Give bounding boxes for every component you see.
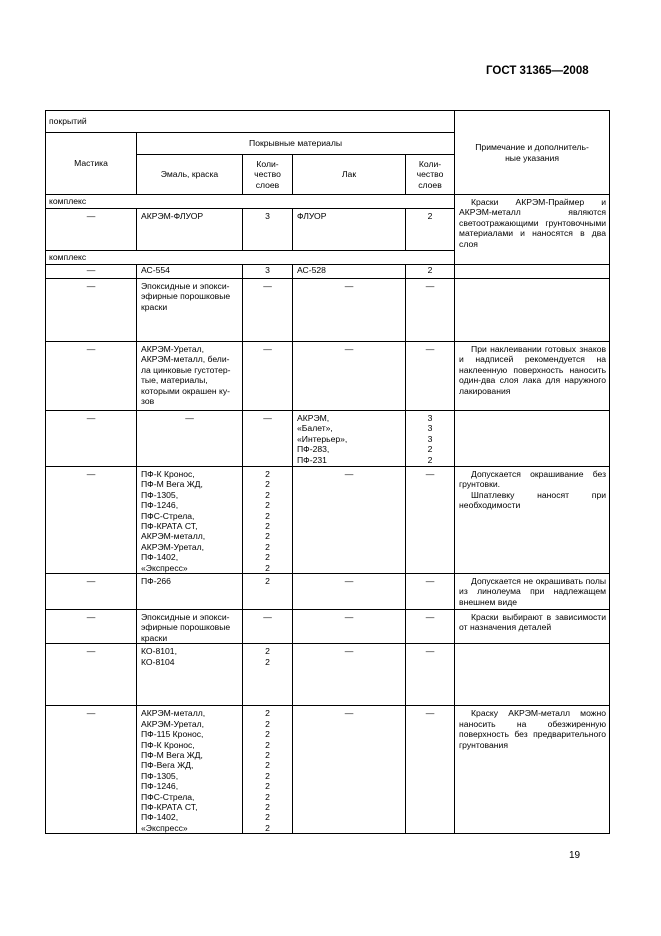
- cell-line: 3: [427, 413, 433, 423]
- cell-line: 2: [265, 562, 270, 573]
- enamel-layers-cell: [243, 644, 293, 706]
- cell-line: АКРЭМ-Уретал,: [141, 541, 205, 552]
- cell-line: 2: [265, 760, 270, 771]
- note-cell: [455, 411, 610, 467]
- cell-line: АКРЭМ-металл,: [141, 531, 206, 542]
- table-row: [46, 706, 610, 834]
- cell-line: КО-8104: [141, 656, 175, 667]
- header-enamel: Эмаль, краска: [137, 155, 243, 195]
- cell-line: «Экспресс»: [141, 822, 188, 833]
- mastic-cell: —: [46, 411, 137, 467]
- varnish-cell: —: [293, 644, 406, 706]
- note-cell: [455, 251, 610, 265]
- enamel-cell: [137, 706, 243, 834]
- cell-line: АКРЭМ-металл,: [141, 708, 206, 719]
- cell-line: 2: [265, 656, 270, 667]
- varnish-cell: ФЛУОР: [293, 209, 406, 251]
- cell-line: 2: [265, 521, 270, 532]
- cell-line: ПФ-М Вега ЖД,: [141, 479, 203, 490]
- enamel-layers-cell: 2: [243, 574, 293, 610]
- header-varnish-layers: Коли- чество слоев: [406, 155, 455, 195]
- cell-line: ла цинковые густотер-: [141, 364, 231, 375]
- cell-line: «Интерьер»,: [297, 433, 348, 444]
- varnish-cell: —: [293, 342, 406, 411]
- section-label: комплекс: [46, 251, 455, 265]
- table-row: [46, 610, 610, 644]
- cell-line: 3: [427, 433, 433, 444]
- cell-line: 2: [265, 479, 270, 490]
- section-label: комплекс: [46, 195, 455, 209]
- cell-line: 2: [265, 718, 270, 729]
- cell-line: тые, материалы,: [141, 375, 208, 386]
- enamel-layers-cell: —: [243, 610, 293, 644]
- enamel-cell: ПФ-266: [137, 574, 243, 610]
- cell-line: АКРЭМ-Уретал,: [141, 344, 205, 354]
- table-row: [46, 279, 610, 342]
- table-row: [46, 467, 610, 574]
- enamel-layers-cell: [243, 467, 293, 574]
- cell-line: ПФ-1246,: [141, 781, 179, 792]
- note-cell: [455, 279, 610, 342]
- cell-line: зов: [141, 396, 155, 407]
- enamel-layers-cell: —: [243, 279, 293, 342]
- cell-line: 2: [265, 646, 270, 657]
- cell-line: 2: [265, 489, 270, 500]
- cell-line: которыми окрашен ку-: [141, 385, 231, 396]
- cell-line: ПФ-1305,: [141, 489, 179, 500]
- cell-line: 2: [265, 729, 270, 740]
- cell-line: Эпоксидные и эпокси-: [141, 612, 230, 623]
- note-cell: [455, 265, 610, 279]
- cell-line: ПФ-1402,: [141, 812, 179, 823]
- header-coatings: покрытий: [46, 111, 455, 133]
- cell-line: ПФ-1246,: [141, 500, 179, 511]
- cell-line: ПФ-231: [297, 454, 327, 465]
- cell-line: 2: [265, 812, 270, 823]
- enamel-cell: АС-554: [137, 265, 243, 279]
- note-cell: Краски АКРЭМ-Праймер и АКРЭМ-металл являются светоотражающими грунтовочными материалами и наносятся в два слоя: [455, 195, 610, 251]
- header-mastic: Мастика: [46, 133, 137, 195]
- varnish-cell: —: [293, 706, 406, 834]
- cell-line: АКРЭМ-металл, бели-: [141, 354, 230, 365]
- cell-line: «Экспресс»: [141, 562, 188, 573]
- enamel-cell: [137, 610, 243, 644]
- varnish-layers-cell: —: [406, 467, 455, 574]
- mastic-cell: —: [46, 265, 137, 279]
- cell-line: Эпоксидные и эпокси-: [141, 281, 230, 291]
- note-cell: [455, 467, 610, 574]
- mastic-cell: —: [46, 279, 137, 342]
- cell-line: краски: [141, 301, 168, 312]
- enamel-cell: [137, 644, 243, 706]
- note-paragraph: Шпатлевку наносят при необходимости: [459, 489, 607, 511]
- header-coating-materials: Покрывные материалы: [137, 133, 455, 155]
- varnish-layers-cell: —: [406, 342, 455, 411]
- cell-line: 2: [265, 500, 270, 511]
- header-notes: Примечание и дополнитель- ные указания: [455, 111, 610, 195]
- cell-line: 2: [265, 739, 270, 750]
- mastic-cell: —: [46, 706, 137, 834]
- cell-line: 2: [265, 822, 270, 833]
- mastic-cell: —: [46, 209, 137, 251]
- varnish-layers-cell: [406, 411, 455, 467]
- cell-line: 2: [265, 749, 270, 760]
- varnish-cell: —: [293, 467, 406, 574]
- varnish-layers-cell: 2: [406, 209, 455, 251]
- cell-line: ПФ-115 Кронос,: [141, 729, 204, 740]
- note-paragraph: Допускается окрашивание без грунтовки.: [459, 469, 607, 490]
- header-varnish: Лак: [293, 155, 406, 195]
- varnish-cell: [293, 411, 406, 467]
- cell-line: АКРЭМ,: [297, 413, 330, 423]
- cell-line: 2: [427, 444, 433, 455]
- enamel-layers-cell: —: [243, 342, 293, 411]
- enamel-cell: [137, 467, 243, 574]
- cell-line: 2: [265, 531, 270, 542]
- cell-line: эфирные порошковые: [141, 622, 231, 633]
- cell-line: эфирные порошковые: [141, 291, 231, 302]
- varnish-cell: —: [293, 279, 406, 342]
- cell-line: 2: [265, 510, 270, 521]
- cell-line: 2: [265, 770, 270, 781]
- page-number: 19: [569, 850, 581, 861]
- cell-line: 2: [265, 552, 270, 563]
- varnish-cell: АС-528: [293, 265, 406, 279]
- cell-line: ПФ-Вега ЖД,: [141, 760, 194, 771]
- varnish-cell: —: [293, 574, 406, 610]
- enamel-cell: —: [137, 411, 243, 467]
- mastic-cell: —: [46, 610, 137, 644]
- varnish-cell: —: [293, 610, 406, 644]
- enamel-layers-cell: 3: [243, 209, 293, 251]
- table-row: [46, 342, 610, 411]
- cell-line: ПФ-КРАТА СТ,: [141, 521, 198, 532]
- cell-line: ПФ-КРАТА СТ,: [141, 801, 198, 812]
- table-row: [46, 411, 610, 467]
- mastic-cell: —: [46, 574, 137, 610]
- varnish-layers-cell: —: [406, 279, 455, 342]
- varnish-layers-cell: —: [406, 610, 455, 644]
- cell-line: КО-8101,: [141, 646, 177, 657]
- cell-line: ПФС-Стрела,: [141, 791, 195, 802]
- cell-line: АКРЭМ-Уретал,: [141, 718, 205, 729]
- varnish-layers-cell: —: [406, 644, 455, 706]
- cell-line: ПФ-К Кронос,: [141, 739, 195, 750]
- cell-line: ПФ-М Вега ЖД,: [141, 749, 203, 760]
- table-row: [46, 574, 610, 610]
- table-row: [46, 644, 610, 706]
- cell-line: 3: [427, 423, 433, 434]
- cell-line: ПФС-Стрела,: [141, 510, 195, 521]
- cell-line: ПФ-1402,: [141, 552, 179, 563]
- enamel-layers-cell: [243, 706, 293, 834]
- header-enamel-layers: Коли- чество слоев: [243, 155, 293, 195]
- enamel-cell: [137, 342, 243, 411]
- cell-line: ПФ-283,: [297, 444, 330, 455]
- varnish-layers-cell: —: [406, 706, 455, 834]
- note-cell: [455, 644, 610, 706]
- enamel-layers-cell: —: [243, 411, 293, 467]
- note-cell: Краски выбирают в зависимости от назначения деталей: [455, 610, 610, 644]
- note-cell: При наклеивании готовых знаков и надписей рекомендуется на наклеенную поверхность наносить один-два слоя лака для наружного лакирования: [455, 342, 610, 411]
- cell-line: 2: [427, 454, 433, 465]
- coating-systems-table: [45, 110, 610, 834]
- cell-line: ПФ-1305,: [141, 770, 179, 781]
- cell-line: 2: [265, 791, 270, 802]
- note-cell: Краску АКРЭМ-металл можно наносить на обезжиренную поверхность без предварительного грунтования: [455, 706, 610, 834]
- cell-line: «Балет»,: [297, 423, 333, 434]
- enamel-cell: [137, 279, 243, 342]
- cell-line: ПФ-К Кронос,: [141, 469, 195, 479]
- varnish-layers-cell: —: [406, 574, 455, 610]
- varnish-layers-cell: 2: [406, 265, 455, 279]
- mastic-cell: —: [46, 644, 137, 706]
- cell-line: 2: [265, 801, 270, 812]
- cell-line: краски: [141, 632, 168, 643]
- enamel-layers-cell: 3: [243, 265, 293, 279]
- cell-line: 2: [265, 469, 270, 479]
- mastic-cell: —: [46, 467, 137, 574]
- cell-line: 2: [265, 541, 270, 552]
- cell-line: 2: [265, 708, 270, 719]
- standard-header: ГОСТ 31365—2008: [486, 65, 589, 77]
- cell-line: 2: [265, 781, 270, 792]
- mastic-cell: —: [46, 342, 137, 411]
- table-row: [46, 265, 610, 279]
- enamel-cell: АКРЭМ-ФЛУОР: [137, 209, 243, 251]
- note-cell: Допускается не окрашивать полы из линолеума при надлежащем внешнем виде: [455, 574, 610, 610]
